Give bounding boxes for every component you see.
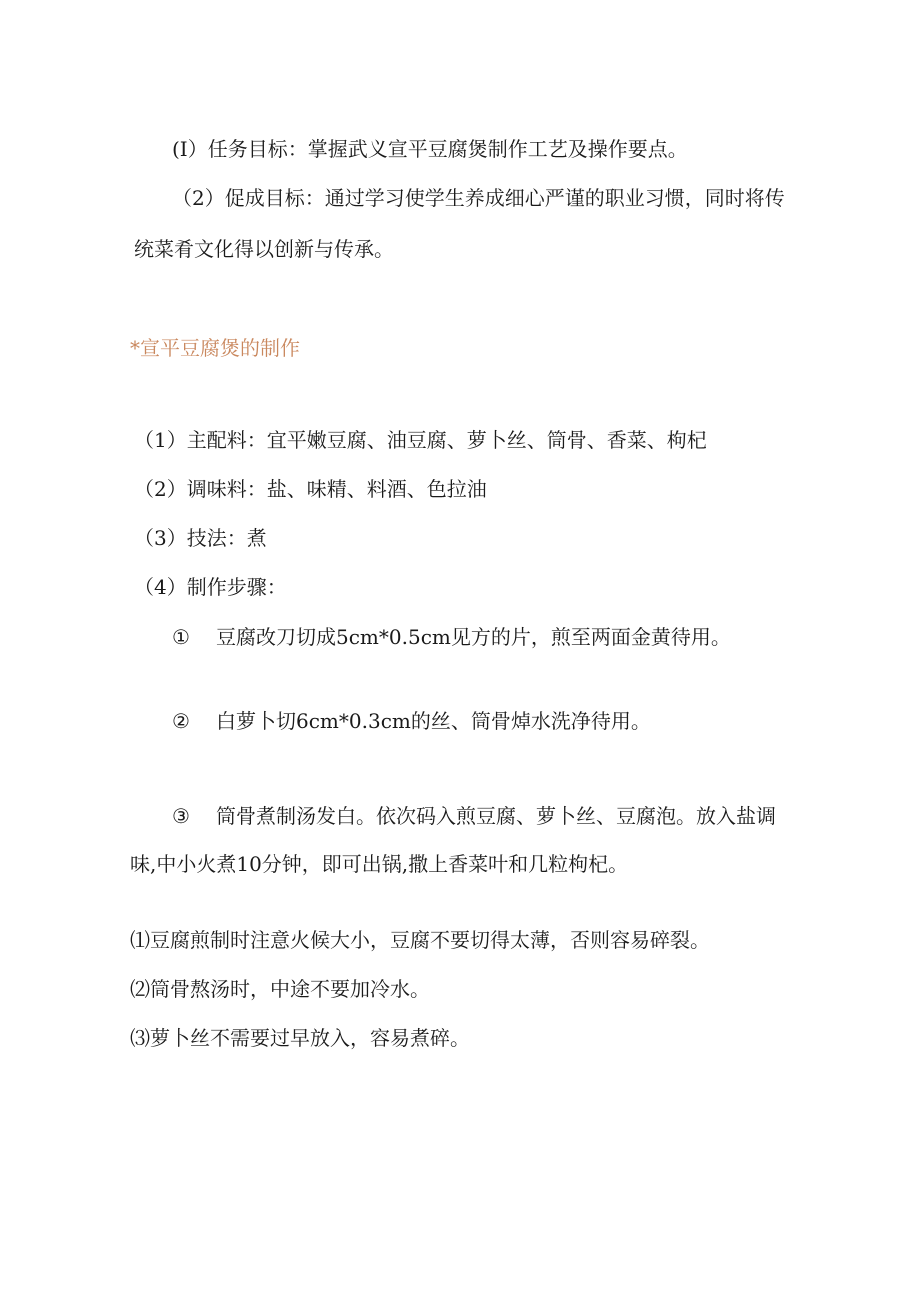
ingredients-seasoning: （2）调味料：盐、味精、料酒、色拉油 bbox=[134, 477, 487, 501]
step-2-text: 白萝卜切6cm*0.3cm的丝、筒骨焯水洗净待用。 bbox=[216, 709, 651, 733]
note-1: ⑴豆腐煎制时注意火候大小，豆腐不要切得太薄，否则容易碎裂。 bbox=[130, 928, 710, 952]
promote-goal-line1: （2）促成目标：通过学习使学生养成细心严谨的职业习惯，同时将传 bbox=[172, 186, 785, 210]
note-3: ⑶萝卜丝不需要过早放入，容易煮碎。 bbox=[130, 1026, 470, 1050]
ingredients-main: （1）主配料：宜平嫩豆腐、油豆腐、萝卜丝、筒骨、香菜、枸杞 bbox=[134, 428, 707, 452]
section-heading: *宣平豆腐煲的制作 bbox=[130, 336, 300, 360]
step-1 bbox=[172, 625, 731, 649]
step-1-number: ① bbox=[172, 625, 190, 649]
step-3-text: 筒骨煮制汤发白。依次码入煎豆腐、萝卜丝、豆腐泡。放入盐调 bbox=[216, 804, 776, 828]
note-2: ⑵筒骨熬汤时，中途不要加冷水。 bbox=[130, 977, 430, 1001]
promote-goal-line2: 统菜肴文化得以创新与传承。 bbox=[134, 237, 394, 261]
technique: （3）技法：煮 bbox=[134, 526, 267, 550]
step-2-number: ② bbox=[172, 709, 190, 733]
step-2 bbox=[172, 709, 651, 733]
steps-label: （4）制作步骤： bbox=[134, 575, 287, 599]
step-3-number: ③ bbox=[172, 804, 190, 828]
step-1-text: 豆腐改刀切成5cm*0.5cm见方的片，煎至两面金黄待用。 bbox=[216, 625, 731, 649]
step-3 bbox=[172, 804, 776, 828]
step-3-continued: 味,中小火煮10分钟，即可出锅,撒上香菜叶和几粒枸杞。 bbox=[130, 852, 629, 876]
task-goal: (I）任务目标：掌握武义宣平豆腐煲制作工艺及操作要点。 bbox=[172, 137, 688, 161]
